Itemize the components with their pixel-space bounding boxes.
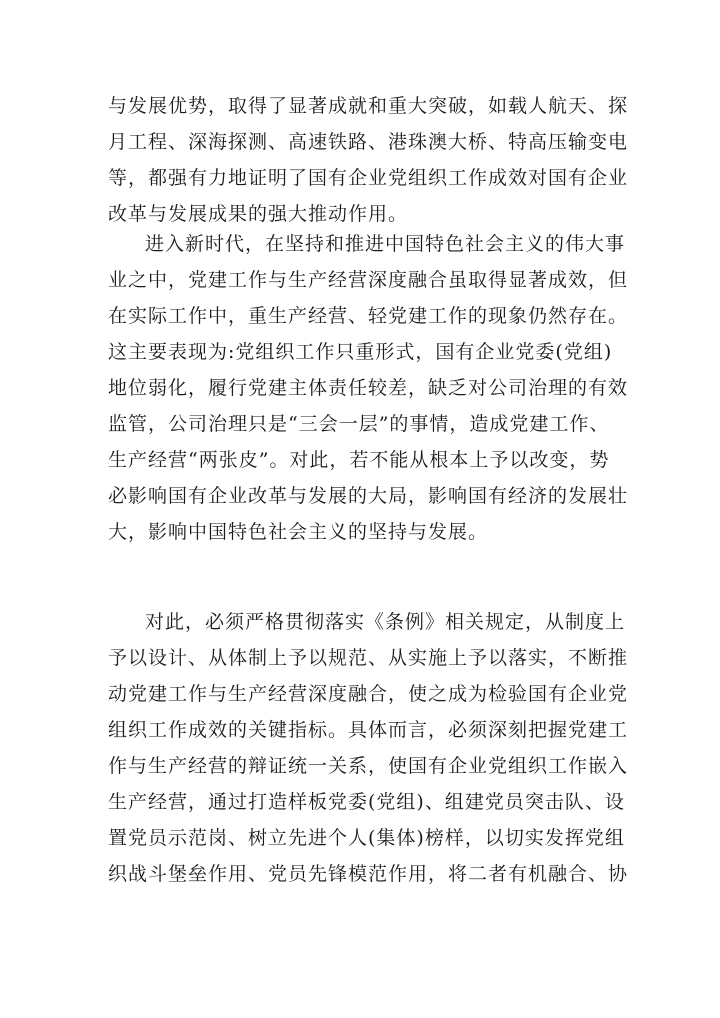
paragraph-line: 生产经营“两张皮”。对此，若不能从根本上予以改变，势 — [108, 449, 610, 471]
paragraph-line: 与发展优势，取得了显著成就和重大突破，如载人航天、探 — [108, 95, 629, 117]
paragraph-line: 改革与发展成果的强大推动作用。 — [108, 203, 409, 225]
paragraph-line: 生产经营，通过打造样板党委(党组)、组建党员突击队、设 — [108, 791, 625, 813]
paragraph-line: 地位弱化，履行党建主体责任较差，缺乏对公司治理的有效 — [108, 377, 629, 399]
paragraph-3 — [108, 604, 629, 892]
paragraph-line: 进入新时代，在坚持和推进中国特色社会主义的伟大事 — [145, 233, 626, 255]
paragraph-line: 月工程、深海探测、高速铁路、港珠澳大桥、特高压输变电 — [108, 131, 629, 153]
paragraph-line: 这主要表现为:党组织工作只重形式，国有企业党委(党组) — [108, 341, 613, 363]
paragraph-line: 组织工作成效的关键指标。具体而言，必须深刻把握党建工 — [108, 719, 629, 741]
paragraph-line: 作与生产经营的辩证统一关系，使国有企业党组织工作嵌入 — [108, 755, 629, 777]
paragraph-line: 置党员示范岗、树立先进个人(集体)榜样，以切实发挥党组 — [108, 827, 625, 849]
paragraph-line: 织战斗堡垒作用、党员先锋模范作用，将二者有机融合、协 — [108, 863, 629, 885]
paragraph-line: 予以设计、从体制上予以规范、从实施上予以落实，不断推 — [108, 647, 629, 669]
paragraph-1 — [108, 88, 629, 232]
paragraph-line: 业之中，党建工作与生产经营深度融合虽取得显著成效，但 — [108, 269, 629, 291]
paragraph-line: 大，影响中国特色社会主义的坚持与发展。 — [108, 521, 489, 543]
paragraph-line: 必影响国有企业改革与发展的大局，影响国有经济的发展壮 — [108, 485, 629, 507]
paragraph-line: 等，都强有力地证明了国有企业党组织工作成效对国有企业 — [108, 167, 629, 189]
paragraph-2 — [108, 226, 629, 550]
paragraph-line: 对此，必须严格贯彻落实《条例》相关规定，从制度上 — [145, 611, 626, 633]
paragraph-line: 在实际工作中，重生产经营、轻党建工作的现象仍然存在。 — [108, 305, 629, 327]
paragraph-line: 监管，公司治理只是“三会一层”的事情，造成党建工作、 — [108, 413, 610, 435]
paragraph-line: 动党建工作与生产经营深度融合，使之成为检验国有企业党 — [108, 683, 629, 705]
